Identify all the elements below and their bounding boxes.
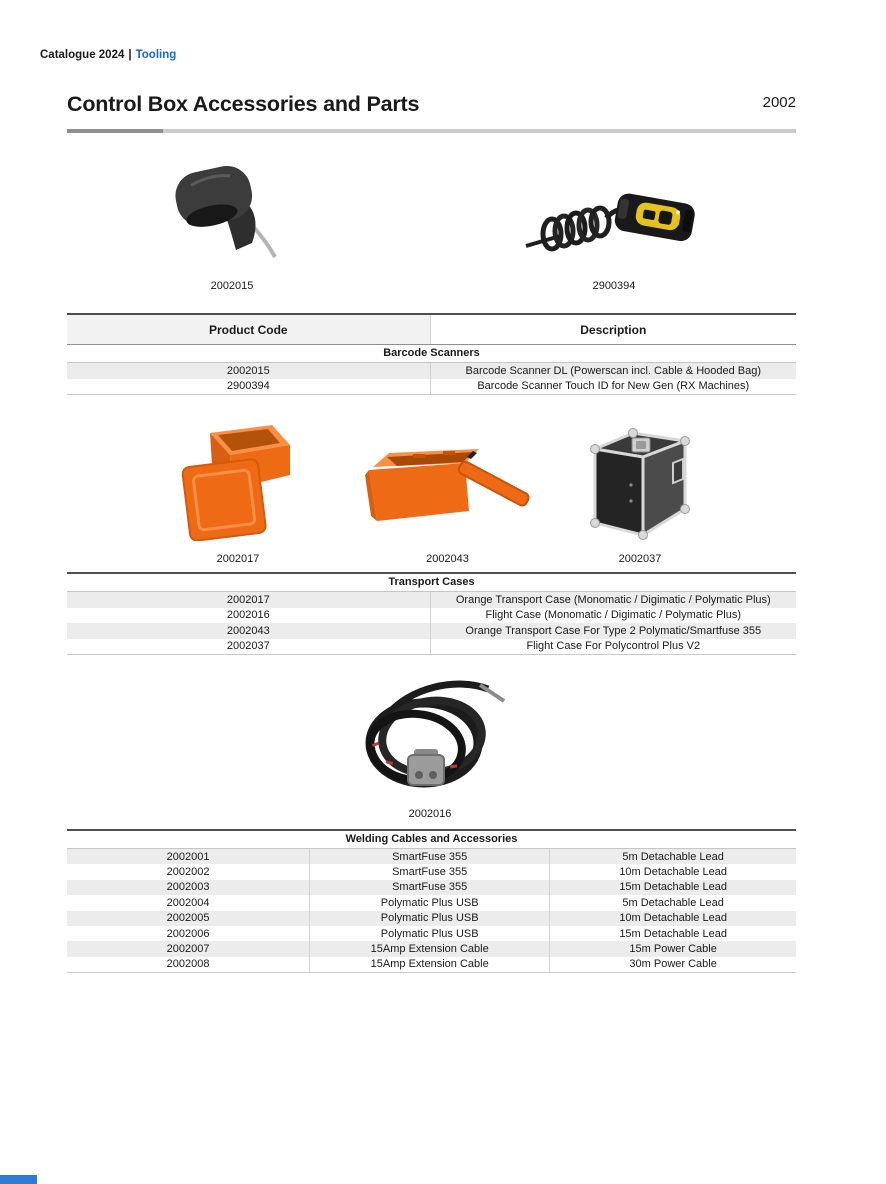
barcode-scanner-gun-image [168, 157, 296, 265]
flight-case-image [587, 423, 693, 541]
table-cell: 2002037 [226, 640, 270, 653]
table-cell: 2002004 [166, 896, 210, 909]
figure-flight-case [587, 423, 693, 565]
table-cell: 15Amp Extension Cable [309, 957, 549, 972]
column-header-description: Description [430, 315, 796, 344]
table-cell: 10m Detachable Lead [549, 911, 796, 926]
table-header-row [67, 315, 796, 345]
figure-barcode-scanner-touch [518, 178, 710, 292]
table-cell: 2002006 [166, 927, 210, 940]
figure-welding-cable [352, 673, 508, 820]
table-row [67, 363, 796, 379]
table-cell: Polymatic Plus USB [309, 911, 549, 926]
table-cell: Flight Case (Monomatic / Digimatic / Polymatic Plus) [430, 608, 796, 624]
figure-caption: 2002015 [210, 280, 254, 292]
page-title: Control Box Accessories and Parts [67, 92, 420, 116]
table-row [67, 895, 796, 910]
table-transport-cases [67, 572, 796, 655]
barcode-scanner-touch-image [518, 178, 710, 258]
section-title: Barcode Scanners [67, 345, 796, 363]
table-cell: SmartFuse 355 [309, 864, 549, 879]
table-row [67, 880, 796, 895]
section-title: Welding Cables and Accessories [67, 831, 796, 849]
table-cell: 2002007 [166, 943, 210, 956]
table-cell: 2002003 [166, 881, 210, 894]
table-row [67, 623, 796, 639]
table-row [67, 849, 796, 864]
table-barcode-scanners [67, 313, 796, 395]
column-header-product-code: Product Code [67, 315, 430, 344]
table-cell: Flight Case For Polycontrol Plus V2 [430, 639, 796, 655]
table-cell: SmartFuse 355 [309, 849, 549, 864]
figure-caption: 2900394 [592, 280, 636, 292]
table-body [67, 363, 796, 394]
figure-caption: 2002043 [426, 553, 469, 565]
table-cell: 2002017 [226, 593, 270, 606]
table-cell: 30m Power Cable [549, 957, 796, 972]
table-row [67, 911, 796, 926]
figure-caption: 2002037 [618, 553, 662, 565]
table-cell: 2002001 [166, 850, 210, 863]
table-cell: Orange Transport Case For Type 2 Polymatic/Smartfuse 355 [430, 623, 796, 639]
table-row [67, 941, 796, 956]
breadcrumb-catalogue: Catalogue 2024 [40, 49, 125, 61]
footer-page-marker [0, 1175, 37, 1184]
table-cell: Barcode Scanner DL (Powerscan incl. Cable & Hooded Bag) [430, 363, 796, 379]
table-cell: 2002016 [226, 609, 270, 622]
table-cell: 2002002 [166, 866, 210, 879]
table-cell: Barcode Scanner Touch ID for New Gen (RX Machines) [430, 379, 796, 395]
table-cell: 2002005 [166, 912, 210, 925]
breadcrumb [40, 49, 176, 61]
table-cell: Orange Transport Case (Monomatic / Digimatic / Polymatic Plus) [430, 592, 796, 608]
welding-cable-image [352, 673, 508, 803]
table-welding-cables [67, 829, 796, 973]
table-cell: 2002008 [166, 958, 210, 971]
orange-transport-case-open-image [355, 437, 540, 529]
table-body [67, 592, 796, 654]
breadcrumb-tooling-link[interactable]: Tooling [135, 49, 177, 61]
breadcrumb-separator: | [128, 49, 132, 61]
table-row [67, 926, 796, 941]
table-cell: 5m Detachable Lead [549, 849, 796, 864]
table-cell: Polymatic Plus USB [309, 926, 549, 941]
table-cell: 2002043 [226, 624, 270, 637]
table-cell: 10m Detachable Lead [549, 864, 796, 879]
table-row [67, 379, 796, 395]
table-cell: 2002015 [226, 364, 270, 377]
table-cell: 15m Detachable Lead [549, 926, 796, 941]
figure-orange-transport-case-with-lid [176, 419, 300, 565]
table-row [67, 957, 796, 972]
table-row [67, 608, 796, 624]
table-cell: 15m Power Cable [549, 941, 796, 956]
table-cell: Polymatic Plus USB [309, 895, 549, 910]
table-row [67, 864, 796, 879]
title-underline-accent [67, 129, 163, 133]
table-cell: 15Amp Extension Cable [309, 941, 549, 956]
figure-orange-transport-case-open [355, 437, 540, 565]
page-number: 2002 [762, 94, 796, 111]
table-cell: 15m Detachable Lead [549, 880, 796, 895]
table-cell: 5m Detachable Lead [549, 895, 796, 910]
orange-transport-case-image [176, 419, 300, 541]
table-body [67, 849, 796, 972]
figure-caption: 2002017 [216, 553, 260, 565]
table-cell: SmartFuse 355 [309, 880, 549, 895]
section-title: Transport Cases [67, 574, 796, 592]
table-row [67, 592, 796, 608]
table-cell: 2900394 [226, 380, 270, 393]
figure-caption: 2002016 [408, 808, 452, 820]
table-row [67, 639, 796, 655]
figure-barcode-scanner-gun [168, 157, 296, 292]
title-underline [67, 129, 796, 133]
